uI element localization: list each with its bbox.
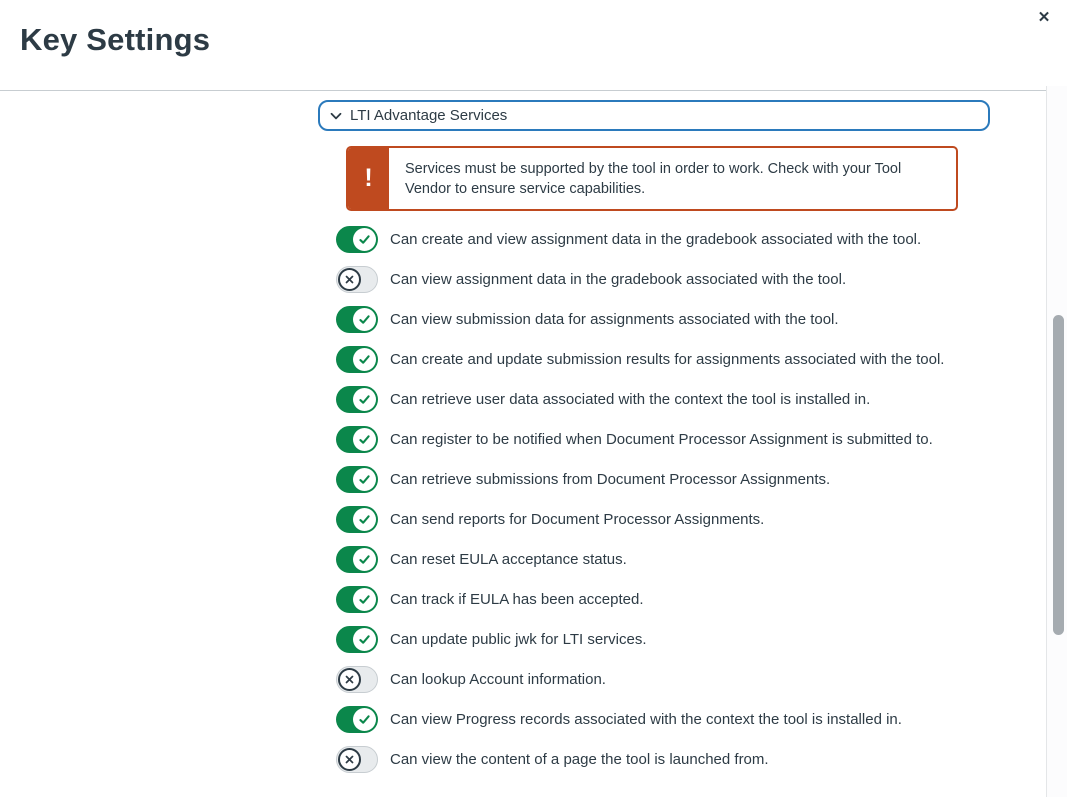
service-toggle-label: Can view assignment data in the gradebook associated with the tool.: [390, 270, 847, 288]
close-icon[interactable]: ✕: [1033, 7, 1055, 29]
modal-header: [0, 0, 1067, 91]
toggle-knob: [353, 308, 376, 331]
toggle-knob: [353, 708, 376, 731]
toggle-knob: [338, 268, 361, 291]
check-icon: [357, 432, 372, 447]
service-toggle-label: Can send reports for Document Processor Assignments.: [390, 510, 765, 528]
x-icon: [343, 753, 356, 766]
toggle-row: [318, 299, 990, 339]
toggle-knob: [353, 548, 376, 571]
toggle-knob: [353, 348, 376, 371]
service-toggle-label: Can track if EULA has been accepted.: [390, 590, 644, 608]
service-toggle[interactable]: [336, 666, 378, 693]
toggle-knob: [353, 228, 376, 251]
toggle-row: [318, 219, 990, 259]
service-toggle-label: Can retrieve user data associated with the context the tool is installed in.: [390, 390, 871, 408]
toggle-row: [318, 659, 990, 699]
service-toggle-label: Can view Progress records associated with the context the tool is installed in.: [390, 710, 902, 728]
x-icon: [343, 273, 356, 286]
scrollbar-track[interactable]: [1046, 86, 1067, 797]
toggle-row: [318, 379, 990, 419]
check-icon: [357, 552, 372, 567]
toggle-row: [318, 579, 990, 619]
check-icon: [357, 512, 372, 527]
toggle-row: [318, 419, 990, 459]
service-toggle[interactable]: [336, 746, 378, 773]
check-icon: [357, 312, 372, 327]
check-icon: [357, 632, 372, 647]
service-toggle-label: Can create and update submission results for assignments associated with the tool.: [390, 350, 945, 368]
service-toggle-label: Can update public jwk for LTI services.: [390, 630, 647, 648]
toggle-row: [318, 699, 990, 739]
service-toggle[interactable]: [336, 426, 378, 453]
service-toggle[interactable]: [336, 466, 378, 493]
accordion-label: LTI Advantage Services: [350, 107, 508, 124]
toggle-knob: [353, 388, 376, 411]
service-toggle[interactable]: [336, 546, 378, 573]
service-toggle[interactable]: [336, 626, 378, 653]
check-icon: [357, 392, 372, 407]
toggle-row: [318, 619, 990, 659]
service-toggle-label: Can create and view assignment data in the gradebook associated with the tool.: [390, 230, 922, 248]
service-toggle-label: Can view the content of a page the tool is launched from.: [390, 750, 769, 768]
check-icon: [357, 592, 372, 607]
toggle-knob: [353, 428, 376, 451]
service-toggle[interactable]: [336, 226, 378, 253]
toggle-knob: [353, 508, 376, 531]
toggle-knob: [338, 668, 361, 691]
toggle-row: [318, 259, 990, 299]
modal-body: [318, 100, 990, 779]
toggle-knob: [338, 748, 361, 771]
toggle-list: [318, 219, 990, 779]
service-toggle[interactable]: [336, 266, 378, 293]
page-title: Key Settings: [20, 22, 211, 57]
service-toggle-label: Can lookup Account information.: [390, 670, 606, 688]
check-icon: [357, 352, 372, 367]
toggle-row: [318, 499, 990, 539]
service-toggle-label: Can register to be notified when Document Processor Assignment is submitted to.: [390, 430, 933, 448]
scrollbar-thumb[interactable]: [1053, 315, 1064, 635]
check-icon: [357, 472, 372, 487]
warning-text: Services must be supported by the tool in order to work. Check with your Tool Vendor to ensure service capabilities.: [405, 161, 902, 197]
check-icon: [357, 712, 372, 727]
warning-icon: !: [348, 148, 389, 209]
toggle-row: [318, 339, 990, 379]
service-toggle[interactable]: [336, 386, 378, 413]
toggle-row: [318, 539, 990, 579]
service-toggle-label: Can reset EULA acceptance status.: [390, 550, 627, 568]
service-toggle[interactable]: [336, 706, 378, 733]
service-toggle[interactable]: [336, 586, 378, 613]
x-icon: [343, 673, 356, 686]
toggle-row: [318, 459, 990, 499]
lti-advantage-services-accordion[interactable]: [318, 100, 990, 131]
service-toggle[interactable]: [336, 306, 378, 333]
service-toggle[interactable]: [336, 346, 378, 373]
service-toggle-label: Can view submission data for assignments associated with the tool.: [390, 310, 839, 328]
chevron-down-icon: [328, 108, 344, 124]
toggle-knob: [353, 588, 376, 611]
service-toggle[interactable]: [336, 506, 378, 533]
toggle-knob: [353, 628, 376, 651]
check-icon: [357, 232, 372, 247]
toggle-row: [318, 739, 990, 779]
service-toggle-label: Can retrieve submissions from Document Processor Assignments.: [390, 470, 831, 488]
toggle-knob: [353, 468, 376, 491]
warning-alert: [346, 146, 958, 211]
